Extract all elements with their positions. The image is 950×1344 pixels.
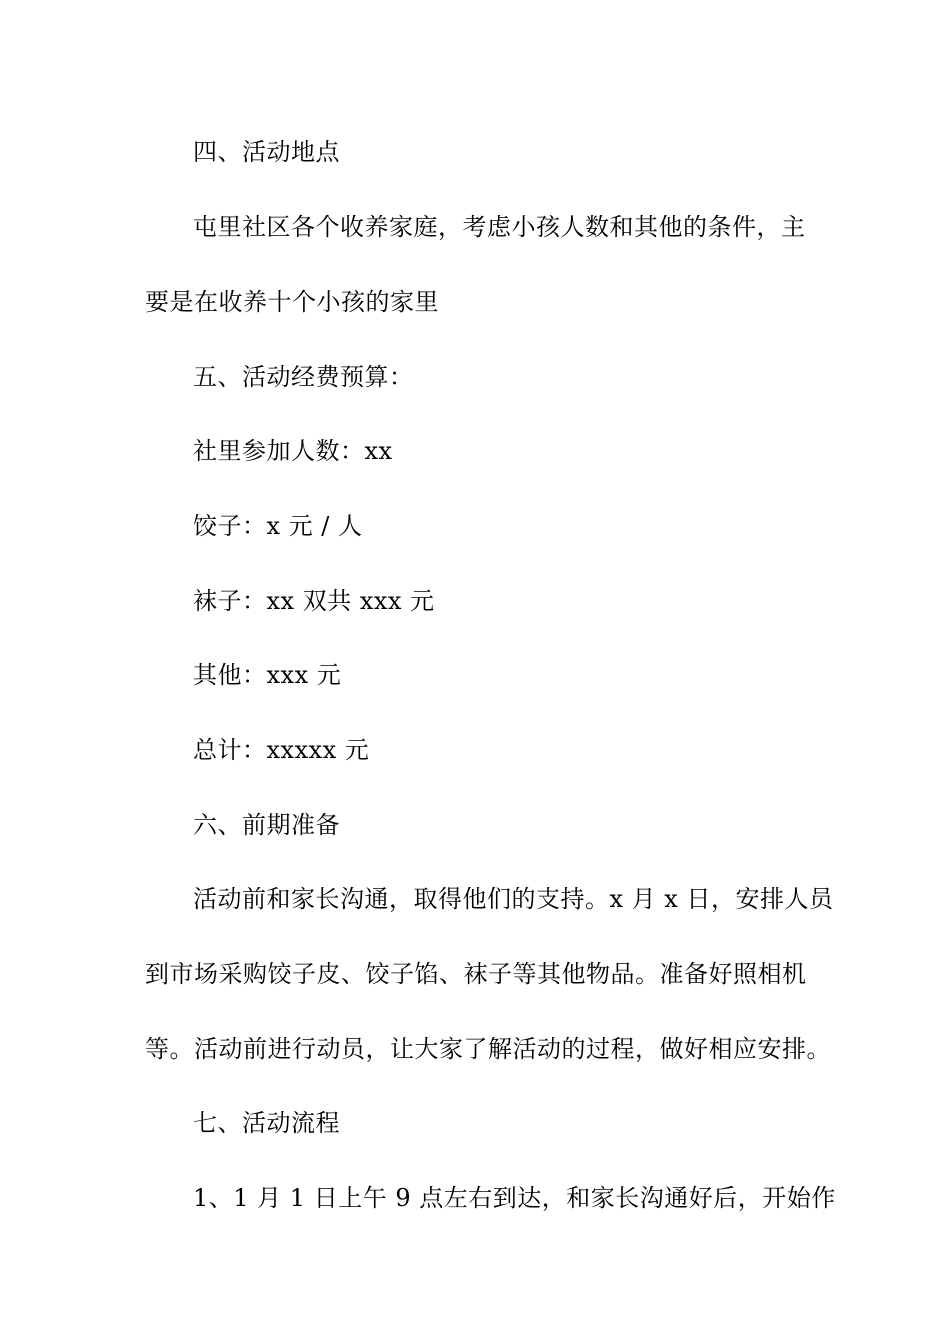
paragraph-line: 等。活动前进行动员，让大家了解活动的过程，做好相应安排。 [145,1035,831,1063]
paragraph-line: 1、1 月 1 日上午 9 点左右到达，和家长沟通好后，开始作 [193,1184,836,1212]
section-heading-budget: 五、活动经费预算： [193,363,414,391]
budget-item-participants: 社里参加人数：xx [193,437,393,465]
budget-item-socks: 袜子：xx 双共 xxx 元 [193,587,435,615]
section-heading-preparation: 六、前期准备 [193,811,340,839]
paragraph-line: 屯里社区各个收养家庭，考虑小孩人数和其他的条件，主 [193,213,806,241]
budget-item-total: 总计：xxxxx 元 [193,736,370,764]
section-heading-process: 七、活动流程 [193,1109,340,1137]
paragraph-line: 要是在收养十个小孩的家里 [145,288,439,316]
budget-item-dumplings: 饺子：x 元 / 人 [193,512,363,540]
paragraph-line: 活动前和家长沟通，取得他们的支持。x 月 x 日，安排人员 [193,885,834,913]
section-heading-location: 四、活动地点 [193,138,340,166]
budget-item-other: 其他：xxx 元 [193,661,342,689]
paragraph-line: 到市场采购饺子皮、饺子馅、袜子等其他物品。准备好照相机 [145,960,807,988]
